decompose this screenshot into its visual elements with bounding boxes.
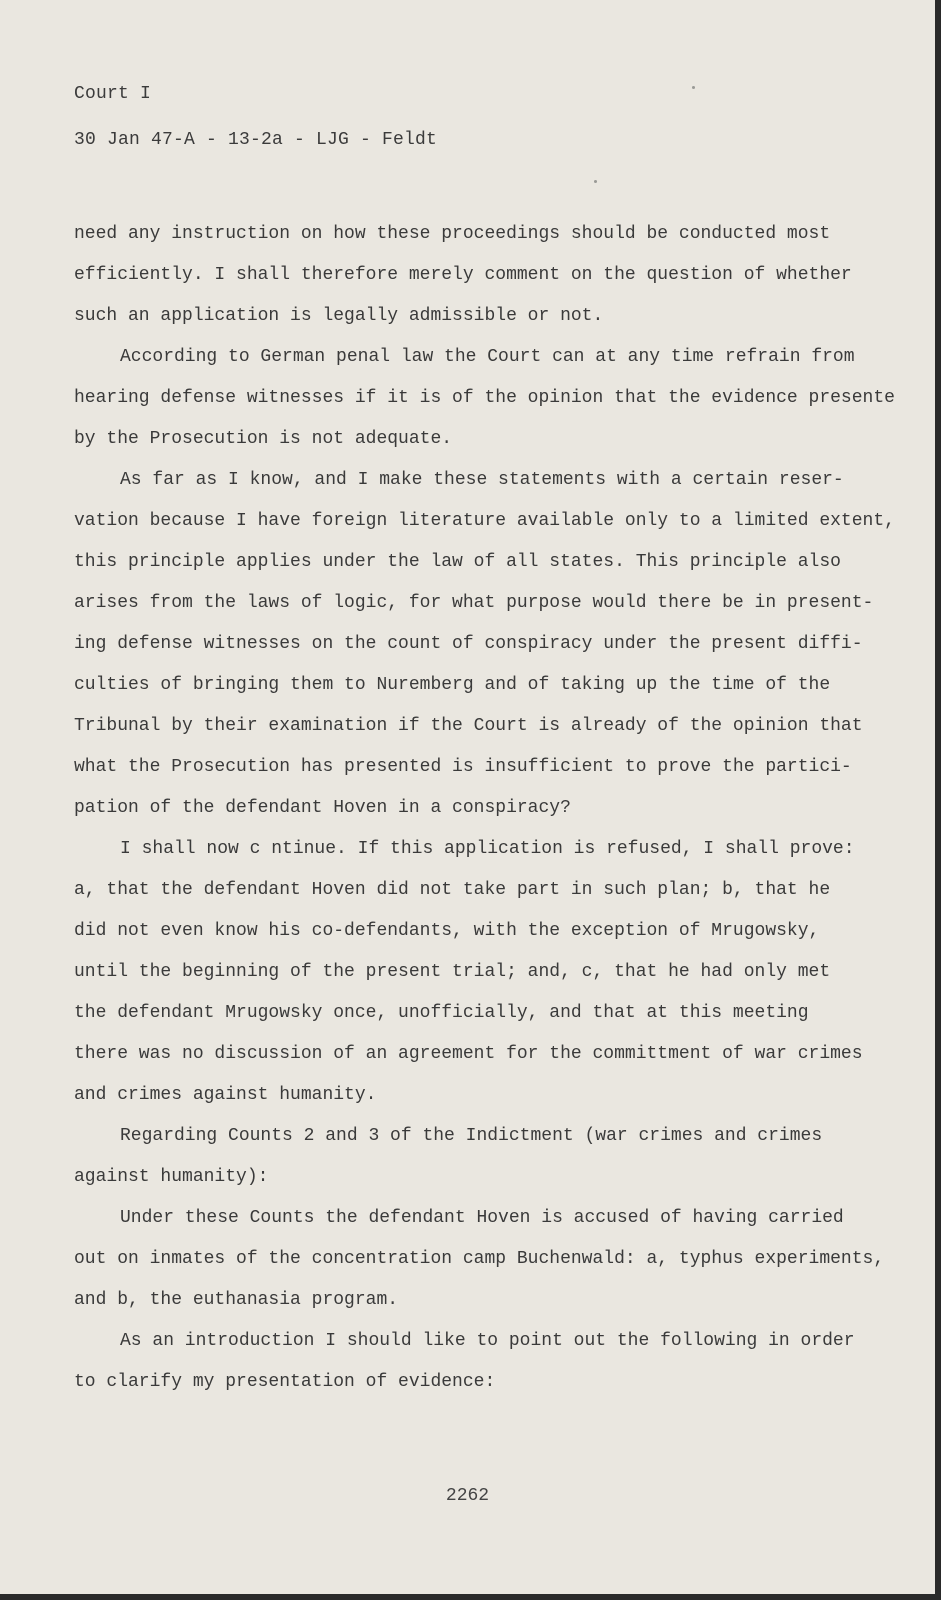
paper-speck [692, 86, 695, 89]
text-line: the defendant Mrugowsky once, unofficially, and that at this meeting [74, 1003, 809, 1023]
text-line: until the beginning of the present trial; and, c, that he had only met [74, 962, 831, 982]
paper-speck [594, 180, 597, 183]
text-line: Regarding Counts 2 and 3 of the Indictment (war crimes and crimes [120, 1126, 823, 1146]
text-line: pation of the defendant Hoven in a conspiracy? [74, 798, 571, 818]
text-line: out on inmates of the concentration camp Buchenwald: a, typhus experiments, [74, 1249, 885, 1269]
text-line: culties of bringing them to Nuremberg and of taking up the time of the [74, 675, 831, 695]
text-line: and crimes against humanity. [74, 1085, 377, 1105]
text-line: arises from the laws of logic, for what purpose would there be in present- [74, 593, 874, 613]
page-number: 2262 [445, 1486, 490, 1506]
text-line: to clarify my presentation of evidence: [74, 1372, 496, 1392]
text-line: against humanity): [74, 1167, 269, 1187]
text-line: hearing defense witnesses if it is of the opinion that the evidence presente [74, 388, 895, 408]
court-label: Court I [74, 84, 152, 104]
text-line: efficiently. I shall therefore merely comment on the question of whether [74, 265, 852, 285]
text-line: Under these Counts the defendant Hoven is accused of having carried [120, 1208, 844, 1228]
text-line: a, that the defendant Hoven did not take part in such plan; b, that he [74, 880, 831, 900]
text-line: According to German penal law the Court can at any time refrain from [120, 347, 855, 367]
text-line: I shall now c ntinue. If this application is refused, I shall prove: [120, 839, 855, 859]
text-line: Tribunal by their examination if the Court is already of the opinion that [74, 716, 863, 736]
text-line: by the Prosecution is not adequate. [74, 429, 453, 449]
text-line: need any instruction on how these proceedings should be conducted most [74, 224, 831, 244]
session-reference: 30 Jan 47-A - 13-2a - LJG - Feldt [74, 130, 438, 150]
text-line: did not even know his co-defendants, with the exception of Mrugowsky, [74, 921, 820, 941]
text-line: As far as I know, and I make these statements with a certain reser- [120, 470, 844, 490]
text-line: this principle applies under the law of all states. This principle also [74, 552, 841, 572]
text-line: vation because I have foreign literature available only to a limited extent, [74, 511, 895, 531]
text-line: and b, the euthanasia program. [74, 1290, 399, 1310]
document-body [74, 214, 895, 1403]
text-line: such an application is legally admissible or not. [74, 306, 604, 326]
text-line: what the Prosecution has presented is insufficient to prove the partici- [74, 757, 852, 777]
text-line: As an introduction I should like to point out the following in order [120, 1331, 855, 1351]
text-line: ing defense witnesses on the count of conspiracy under the present diffi- [74, 634, 863, 654]
text-line: there was no discussion of an agreement for the committment of war crimes [74, 1044, 863, 1064]
